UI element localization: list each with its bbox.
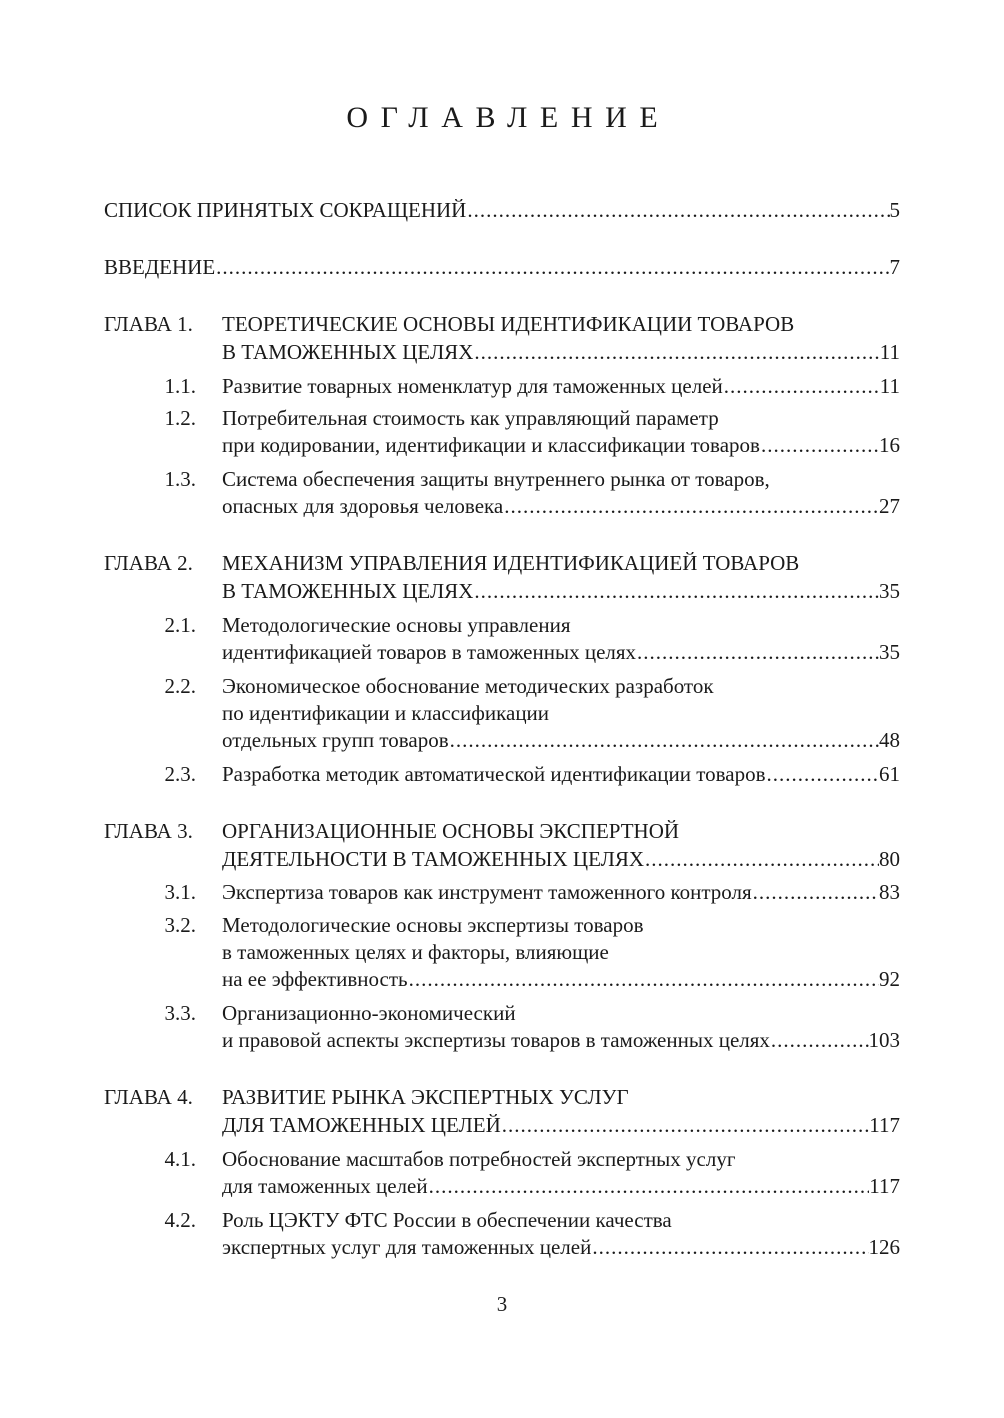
section-number: 1.1. <box>164 374 196 398</box>
chapter-1-heading[interactable] <box>0 310 1004 338</box>
toc-page-number: 92 <box>879 967 900 991</box>
dot-leader <box>215 253 889 281</box>
chapter-2-heading-cont[interactable] <box>0 577 1004 605</box>
section-number: 3.2. <box>164 913 196 937</box>
toc-page-number: 80 <box>879 847 900 871</box>
section-3-2-cont[interactable] <box>0 938 1004 966</box>
section-number: 4.1. <box>164 1147 196 1171</box>
section-4-2-cont[interactable] <box>0 1233 1004 1261</box>
section-3-2[interactable] <box>0 911 1004 939</box>
section-1-3[interactable] <box>0 465 1004 493</box>
section-1-2-cont[interactable] <box>0 431 1004 459</box>
section-title-line: идентификацией товаров в таможенных целях <box>222 640 637 664</box>
chapter-title-line: В ТАМОЖЕННЫХ ЦЕЛЯХ <box>222 340 474 364</box>
dot-leader <box>760 431 879 459</box>
section-1-3-cont[interactable] <box>0 492 1004 520</box>
chapter-3-heading[interactable] <box>0 817 1004 845</box>
toc-entry-text: СПИСОК ПРИНЯТЫХ СОКРАЩЕНИЙ <box>104 198 467 222</box>
dot-leader <box>449 726 879 754</box>
chapter-title-line: ДЛЯ ТАМОЖЕННЫХ ЦЕЛЕЙ <box>222 1113 501 1137</box>
dot-leader <box>770 1026 869 1054</box>
section-title-line: при кодировании, идентификации и классификации товаров <box>222 433 760 457</box>
toc-page-number: 61 <box>879 762 900 786</box>
section-title-line: Разработка методик автоматической идентификации товаров <box>222 762 766 786</box>
chapter-3-heading-cont[interactable] <box>0 845 1004 873</box>
section-number: 2.3. <box>164 762 196 786</box>
section-number: 1.3. <box>164 467 196 491</box>
toc-page-number: 117 <box>869 1113 900 1137</box>
section-2-3[interactable] <box>0 760 1004 788</box>
section-number: 2.2. <box>164 674 196 698</box>
section-2-1-cont[interactable] <box>0 638 1004 666</box>
dot-leader <box>766 760 879 788</box>
toc-page-number: 27 <box>879 494 900 518</box>
toc-page-number: 35 <box>879 640 900 664</box>
section-title-line: и правовой аспекты экспертизы товаров в таможенных целях <box>222 1028 770 1052</box>
section-title-line: для таможенных целей <box>222 1174 428 1198</box>
section-title-line: Методологические основы управления <box>222 613 571 637</box>
section-title-line: Экспертиза товаров как инструмент таможенного контроля <box>222 880 752 904</box>
toc-page-number: 11 <box>879 374 900 398</box>
section-2-2-cont2[interactable] <box>0 726 1004 754</box>
section-title-line: Роль ЦЭКТУ ФТС России в обеспечении качества <box>222 1208 672 1232</box>
section-3-1[interactable] <box>0 878 1004 906</box>
toc-page-number: 7 <box>889 255 900 279</box>
chapter-label: ГЛАВА 4. <box>104 1085 193 1109</box>
toc-page-number: 83 <box>879 880 900 904</box>
section-1-2[interactable] <box>0 404 1004 432</box>
dot-leader <box>644 845 879 873</box>
toc-page-number: 11 <box>879 340 900 364</box>
section-title-line: Потребительная стоимость как управляющий параметр <box>222 406 719 430</box>
chapter-title-line: ТЕОРЕТИЧЕСКИЕ ОСНОВЫ ИДЕНТИФИКАЦИИ ТОВАРОВ <box>222 312 795 336</box>
section-title-line: по идентификации и классификации <box>222 701 550 725</box>
chapter-title-line: ДЕЯТЕЛЬНОСТИ В ТАМОЖЕННЫХ ЦЕЛЯХ <box>222 847 645 871</box>
section-3-2-cont2[interactable] <box>0 965 1004 993</box>
chapter-4-heading[interactable] <box>0 1083 1004 1111</box>
section-4-2[interactable] <box>0 1206 1004 1234</box>
section-2-1[interactable] <box>0 611 1004 639</box>
section-title-line: Система обеспечения защиты внутреннего рынка от товаров, <box>222 467 770 491</box>
section-number: 3.1. <box>164 880 196 904</box>
toc-entry-text: ВВЕДЕНИЕ <box>104 255 216 279</box>
chapter-2-heading[interactable] <box>0 549 1004 577</box>
section-2-2-cont[interactable] <box>0 699 1004 727</box>
section-number: 1.2. <box>164 406 196 430</box>
dot-leader <box>466 196 889 224</box>
section-title-line: Развитие товарных номенклатур для таможенных целей <box>222 374 723 398</box>
chapter-title-line: В ТАМОЖЕННЫХ ЦЕЛЯХ <box>222 579 474 603</box>
section-title-line: Обоснование масштабов потребностей экспертных услуг <box>222 1147 736 1171</box>
chapter-title-line: МЕХАНИЗМ УПРАВЛЕНИЯ ИДЕНТИФИКАЦИЕЙ ТОВАРОВ <box>222 551 800 575</box>
section-4-1[interactable] <box>0 1145 1004 1173</box>
dot-leader <box>428 1172 870 1200</box>
section-number: 3.3. <box>164 1001 196 1025</box>
toc-page-number: 5 <box>889 198 900 222</box>
dot-leader <box>723 372 880 400</box>
chapter-title-line: РАЗВИТИЕ РЫНКА ЭКСПЕРТНЫХ УСЛУГ <box>222 1085 629 1109</box>
dot-leader <box>503 492 879 520</box>
section-3-3-cont[interactable] <box>0 1026 1004 1054</box>
toc-page-number: 103 <box>868 1028 900 1052</box>
section-1-1[interactable] <box>0 372 1004 400</box>
toc-page-number: 35 <box>879 579 900 603</box>
section-3-3[interactable] <box>0 999 1004 1027</box>
page-number: 3 <box>496 1292 508 1316</box>
toc-page-number: 117 <box>869 1174 900 1198</box>
chapter-label: ГЛАВА 1. <box>104 312 193 336</box>
toc-page-number: 16 <box>879 433 900 457</box>
toc-entry-abbreviations[interactable] <box>0 196 1004 224</box>
section-title-line: Организационно-экономический <box>222 1001 516 1025</box>
dot-leader <box>473 577 879 605</box>
dot-leader <box>752 878 879 906</box>
chapter-label: ГЛАВА 2. <box>104 551 193 575</box>
section-number: 2.1. <box>164 613 196 637</box>
section-title-line: на ее эффективность <box>222 967 408 991</box>
dot-leader <box>636 638 879 666</box>
toc-page-number: 126 <box>868 1235 900 1259</box>
dot-leader <box>473 338 879 366</box>
dot-leader <box>501 1111 870 1139</box>
section-title-line: отдельных групп товаров <box>222 728 449 752</box>
section-title-line: в таможенных целях и факторы, влияющие <box>222 940 609 964</box>
section-number: 4.2. <box>164 1208 196 1232</box>
section-title-line: Экономическое обоснование методических разработок <box>222 674 714 698</box>
chapter-4-heading-cont[interactable] <box>0 1111 1004 1139</box>
chapter-title-line: ОРГАНИЗАЦИОННЫЕ ОСНОВЫ ЭКСПЕРТНОЙ <box>222 819 680 843</box>
chapter-1-heading-cont[interactable] <box>0 338 1004 366</box>
section-4-1-cont[interactable] <box>0 1172 1004 1200</box>
toc-entry-introduction[interactable] <box>0 253 1004 281</box>
toc-title: ОГЛАВЛЕНИЕ <box>346 101 671 134</box>
dot-leader <box>408 965 879 993</box>
section-title-line: экспертных услуг для таможенных целей <box>222 1235 592 1259</box>
section-title-line: опасных для здоровья человека <box>222 494 504 518</box>
chapter-label: ГЛАВА 3. <box>104 819 193 843</box>
section-2-2[interactable] <box>0 672 1004 700</box>
section-title-line: Методологические основы экспертизы товаров <box>222 913 644 937</box>
toc-page-number: 48 <box>879 728 900 752</box>
dot-leader <box>591 1233 868 1261</box>
